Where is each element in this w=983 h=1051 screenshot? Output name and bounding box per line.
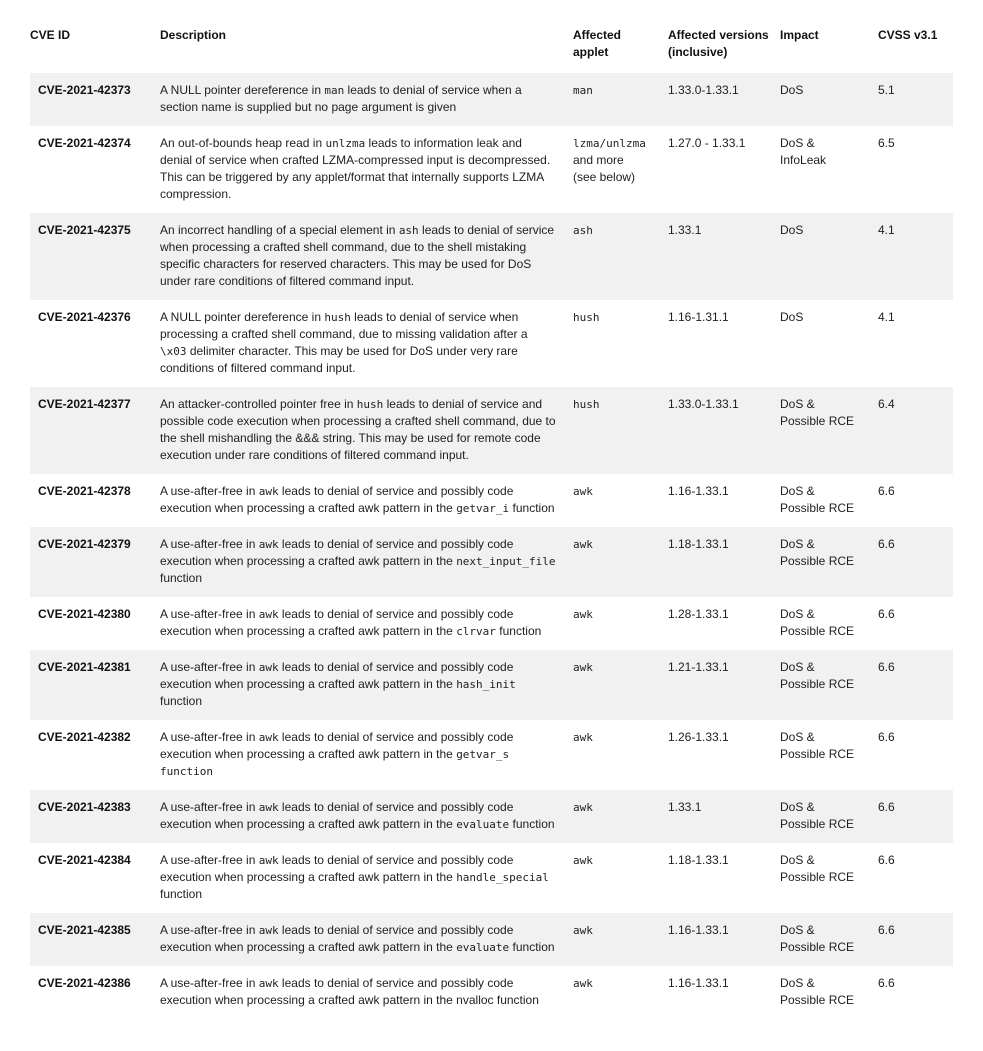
description-text: A use-after-free in: [160, 730, 259, 744]
inline-code: next_input_file: [456, 555, 556, 568]
description-text: function: [495, 624, 542, 638]
cvss-cell: 6.6: [878, 853, 895, 867]
applet-cell: awk: [573, 924, 593, 937]
versions-cell: 1.33.0-1.33.1: [668, 83, 739, 97]
inline-code: ash: [398, 224, 419, 237]
applet-cell: awk: [573, 608, 593, 621]
description-text: A use-after-free in: [160, 537, 259, 551]
inline-code: awk: [258, 538, 279, 551]
description-cell: [160, 659, 573, 710]
inline-code: awk: [258, 924, 279, 937]
impact-cell: DoS & Possible RCE: [780, 853, 855, 884]
inline-code: evaluate: [456, 818, 510, 831]
description-cell: [160, 396, 573, 464]
description-text: leads to denial of service and possibly code execution when processing a crafted awk pattern in the: [160, 607, 514, 638]
applet-cell: awk: [573, 661, 593, 674]
description-cell: [160, 922, 573, 956]
applet-cell: hush: [573, 311, 600, 324]
cvss-cell: 6.6: [878, 976, 895, 990]
inline-code: awk: [258, 661, 279, 674]
applet-cell: awk: [573, 731, 593, 744]
cve-table: [30, 27, 953, 1019]
table-row: [30, 474, 953, 527]
cvss-cell: 6.6: [878, 800, 895, 814]
inline-code: hash_init: [456, 678, 516, 691]
impact-cell: DoS & Possible RCE: [780, 730, 855, 761]
description-text: A use-after-free in: [160, 923, 259, 937]
cve-id-cell: CVE-2021-42383: [38, 800, 131, 814]
impact-cell: DoS & Possible RCE: [780, 923, 855, 954]
description-text: leads to denial of service and possibly code execution when processing a crafted awk pattern in the nvalloc function: [160, 976, 539, 1007]
versions-cell: 1.18-1.33.1: [668, 853, 729, 867]
applet-cell: awk: [573, 801, 593, 814]
applet-cell: awk: [573, 977, 593, 990]
inline-code: getvar_i: [456, 502, 510, 515]
cve-id-cell: CVE-2021-42376: [38, 310, 131, 324]
impact-cell: DoS & Possible RCE: [780, 660, 855, 691]
inline-code: hush: [324, 311, 351, 324]
versions-cell: 1.33.0-1.33.1: [668, 397, 739, 411]
versions-cell: 1.21-1.33.1: [668, 660, 729, 674]
description-text: A use-after-free in: [160, 607, 259, 621]
versions-cell: 1.28-1.33.1: [668, 607, 729, 621]
cve-id-cell: CVE-2021-42381: [38, 660, 131, 674]
cve-id-cell: CVE-2021-42385: [38, 923, 131, 937]
table-row: [30, 387, 953, 474]
inline-code: clrvar: [456, 625, 496, 638]
description-text: function: [160, 571, 203, 585]
description-text: function: [160, 694, 203, 708]
versions-cell: 1.16-1.33.1: [668, 484, 729, 498]
cvss-cell: 4.1: [878, 310, 895, 324]
description-text: A use-after-free in: [160, 853, 259, 867]
description-cell: [160, 135, 573, 203]
versions-cell: 1.27.0 - 1.33.1: [668, 136, 746, 150]
description-text: function: [509, 501, 555, 515]
table-row: [30, 126, 953, 213]
impact-cell: DoS & Possible RCE: [780, 800, 855, 831]
description-text: leads to denial of service and possibly code execution when processing a crafted awk pattern in the: [160, 800, 514, 831]
table-row: [30, 720, 953, 790]
description-text: A NULL pointer dereference in: [160, 83, 325, 97]
inline-code: man: [324, 84, 345, 97]
cvss-cell: 6.6: [878, 484, 895, 498]
inline-code: awk: [258, 608, 279, 621]
description-cell: [160, 975, 573, 1009]
description-text: leads to denial of service when processing a crafted shell command, due to the shell mistaking specific characters for reserved characters. This may be used for DoS under rare conditions of filtered command input.: [160, 223, 555, 288]
description-cell: [160, 82, 573, 116]
description-cell: [160, 222, 573, 290]
inline-code: unlzma: [325, 137, 366, 150]
impact-cell: DoS: [780, 223, 804, 237]
versions-cell: 1.26-1.33.1: [668, 730, 729, 744]
description-text: An incorrect handling of a special element in: [160, 223, 399, 237]
cve-id-cell: CVE-2021-42384: [38, 853, 131, 867]
column-header-cve-id: CVE ID: [30, 28, 71, 42]
versions-cell: 1.18-1.33.1: [668, 537, 729, 551]
description-text: leads to denial of service and possibly code execution when processing a crafted awk pattern in the: [160, 853, 514, 884]
inline-code: awk: [258, 731, 279, 744]
table-row: [30, 73, 953, 126]
description-text: A use-after-free in: [160, 660, 259, 674]
table-row: [30, 913, 953, 966]
description-text: leads to denial of service and possibly code execution when processing a crafted awk pattern in the: [160, 660, 514, 691]
cve-id-cell: CVE-2021-42382: [38, 730, 131, 744]
description-text: leads to denial of service and possibly code execution when processing a crafted awk pattern in the: [160, 730, 514, 761]
applet-cell: hush: [573, 398, 600, 411]
impact-cell: DoS & Possible RCE: [780, 397, 855, 428]
applet-cell: awk: [573, 854, 593, 867]
description-cell: [160, 536, 573, 587]
description-cell: [160, 309, 573, 377]
inline-code: handle_special: [456, 871, 549, 884]
cvss-cell: 4.1: [878, 223, 895, 237]
inline-code: getvar_s function: [160, 748, 510, 778]
description-text: delimiter character. This may be used for DoS under very rare conditions of filtered command input.: [160, 344, 518, 375]
column-header-description: Description: [160, 28, 227, 42]
table-row: [30, 527, 953, 597]
inline-code: evaluate: [456, 941, 510, 954]
applet-cell: awk: [573, 485, 593, 498]
cve-id-cell: CVE-2021-42377: [38, 397, 131, 411]
description-text: leads to denial of service and possible code execution when processing a crafted shell command, due to the shell mishandling the &&& string. This may be used for remote code execution under rare conditions of filtered command input.: [160, 397, 556, 462]
versions-cell: 1.16-1.31.1: [668, 310, 729, 324]
description-text: An out-of-bounds heap read in: [160, 136, 326, 150]
cvss-cell: 6.6: [878, 537, 895, 551]
inline-code: awk: [258, 977, 279, 990]
impact-cell: DoS & Possible RCE: [780, 537, 855, 568]
description-cell: [160, 799, 573, 833]
cvss-cell: 6.4: [878, 397, 895, 411]
applet-cell: lzma/unlzma and more (see below): [573, 137, 646, 184]
impact-cell: DoS & Possible RCE: [780, 484, 855, 515]
table-header-row: [30, 27, 953, 73]
cvss-cell: 5.1: [878, 83, 895, 97]
column-header-affected-versions: Affected versions (inclusive): [668, 28, 769, 59]
versions-cell: 1.16-1.33.1: [668, 976, 729, 990]
description-text: function: [160, 887, 203, 901]
applet-cell: awk: [573, 538, 593, 551]
description-text: leads to denial of service when a section name is supplied but no page argument is given: [160, 83, 522, 114]
description-text: leads to denial of service and possibly code execution when processing a crafted awk pattern in the: [160, 484, 514, 515]
cvss-cell: 6.6: [878, 730, 895, 744]
table-row: [30, 597, 953, 650]
column-header-impact: Impact: [780, 28, 819, 42]
description-text: leads to information leak and denial of service when crafted LZMA-compressed input is decompressed. This can be triggered by any applet/format that internally supports LZMA compression.: [160, 136, 551, 201]
impact-cell: DoS: [780, 310, 804, 324]
cve-id-cell: CVE-2021-42386: [38, 976, 131, 990]
description-text: A use-after-free in: [160, 976, 259, 990]
description-text: leads to denial of service when processing a crafted shell command, due to missing validation after a: [160, 310, 528, 341]
cve-id-cell: CVE-2021-42378: [38, 484, 131, 498]
cve-id-cell: CVE-2021-42380: [38, 607, 131, 621]
impact-cell: DoS & Possible RCE: [780, 976, 855, 1007]
table-row: [30, 843, 953, 913]
column-header-cvss: CVSS v3.1: [878, 28, 938, 42]
inline-code: awk: [258, 854, 279, 867]
description-text: A use-after-free in: [160, 800, 259, 814]
description-text: A use-after-free in: [160, 484, 259, 498]
inline-code: awk: [258, 801, 279, 814]
inline-code: awk: [258, 485, 279, 498]
versions-cell: 1.16-1.33.1: [668, 923, 729, 937]
description-text: leads to denial of service and possibly code execution when processing a crafted awk pattern in the: [160, 537, 514, 568]
impact-cell: DoS: [780, 83, 804, 97]
cvss-cell: 6.6: [878, 607, 895, 621]
inline-code: \x03: [160, 345, 187, 358]
description-cell: [160, 483, 573, 517]
cvss-cell: 6.6: [878, 923, 895, 937]
table-body: [30, 73, 953, 1019]
table-row: [30, 650, 953, 720]
versions-cell: 1.33.1: [668, 223, 702, 237]
description-text: A NULL pointer dereference in: [160, 310, 325, 324]
description-text: leads to denial of service and possibly code execution when processing a crafted awk pattern in the: [160, 923, 514, 954]
table-row: [30, 790, 953, 843]
impact-cell: DoS & InfoLeak: [780, 136, 827, 167]
table-row: [30, 300, 953, 387]
cve-id-cell: CVE-2021-42374: [38, 136, 131, 150]
description-text: function: [509, 817, 555, 831]
description-cell: [160, 852, 573, 903]
cve-id-cell: CVE-2021-42379: [38, 537, 131, 551]
applet-cell: ash: [573, 224, 593, 237]
table-row: [30, 966, 953, 1019]
description-cell: [160, 729, 573, 780]
description-text: An attacker-controlled pointer free in: [160, 397, 357, 411]
cvss-cell: 6.6: [878, 660, 895, 674]
versions-cell: 1.33.1: [668, 800, 702, 814]
impact-cell: DoS & Possible RCE: [780, 607, 855, 638]
applet-cell: man: [573, 84, 593, 97]
cvss-cell: 6.5: [878, 136, 895, 150]
cve-id-cell: CVE-2021-42373: [38, 83, 131, 97]
table-row: [30, 213, 953, 300]
description-cell: [160, 606, 573, 640]
column-header-affected-applet: Affected applet: [573, 28, 622, 59]
description-text: function: [509, 940, 555, 954]
cve-id-cell: CVE-2021-42375: [38, 223, 131, 237]
inline-code: hush: [356, 398, 384, 411]
